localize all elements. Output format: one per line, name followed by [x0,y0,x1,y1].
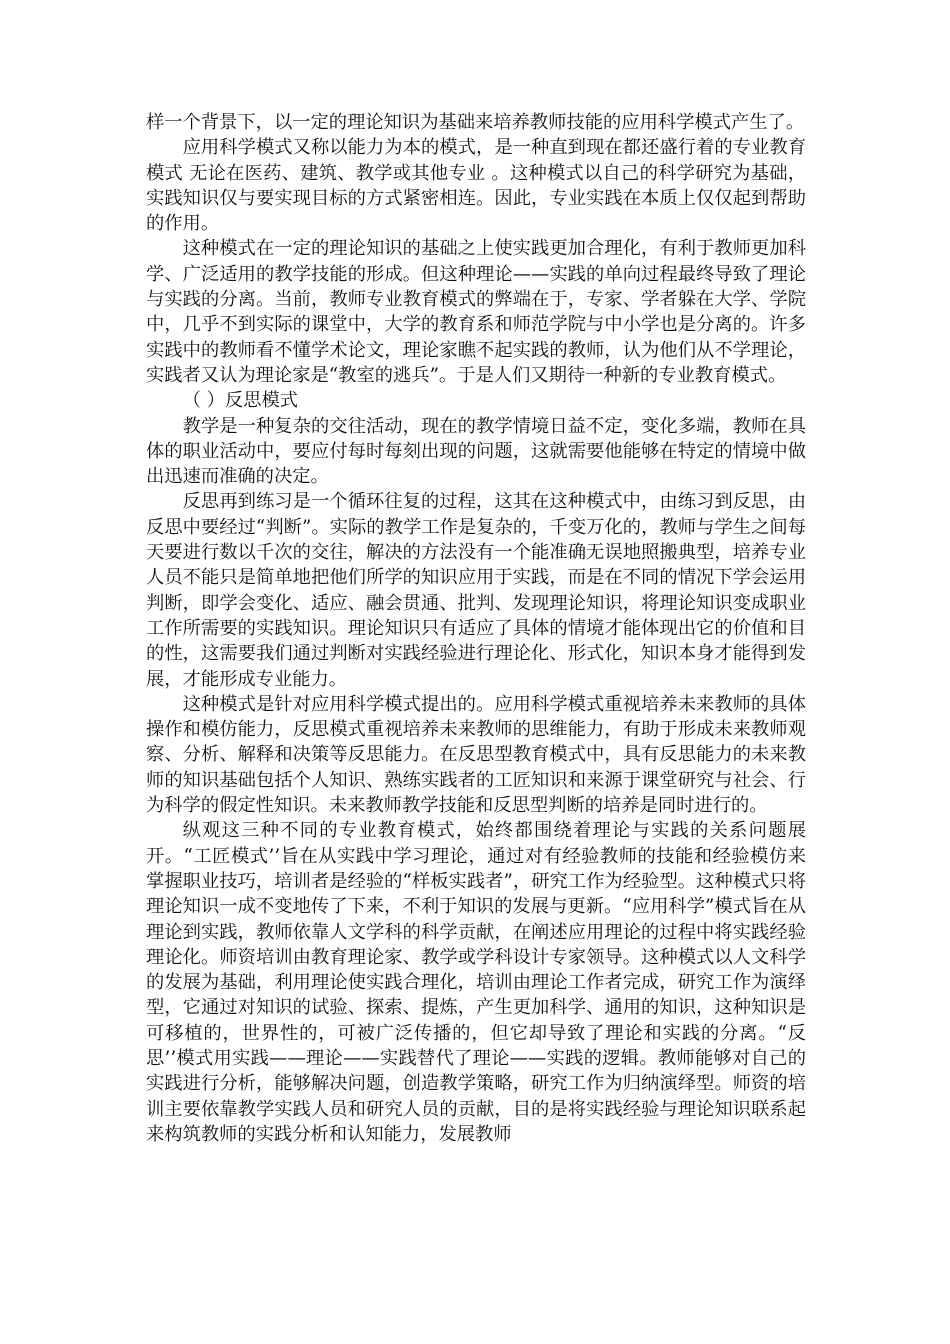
paragraph-three-models-overview: 纵观这三种不同的专业教育模式，始终都围绕着理论与实践的关系问题展开。“工匠模式’’旨在从实践中学习理论，通过对有经验教师的技能和经验模仿来掌握职业技巧，培训者是经验的“样板实践者”，研究工作为经验型。这种模式只将理论知识一成不变地传了下来，不利于知识的发展与更新。“应用科学”模式旨在从理论到实践，教师依靠人文学科的科学贡献，在阐述应用理论的过程中将实践经验理论化。师资培训由教育理论家、教学或学科设计专家领导。这种模式以人文科学的发展为基础，利用理论使实践合理化，培训由理论工作者完成，研究工作为演绎型，它通过对知识的试验、探索、提炼，产生更加科学、通用的知识，这种知识是可移植的，世界性的，可被广泛传播的，但它却导致了理论和实践的分离。“反思’’模式用实践——理论——实践替代了理论——实践的逻辑。教师能够对自己的实践进行分析，能够解决问题，创造教学策略，研究工作为归纳演绎型。师资的培训主要依靠教学实践人员和研究人员的贡献，目的是将实践经验与理论知识联系起来构筑教师的实践分析和认知能力，发展教师 [146,820,806,1145]
paragraph-theory-practice-separation: 这种模式在一定的理论知识的基础之上使实践更加合理化，有利于教师更加科学、广泛适用的教学技能的形成。但这种理论——实践的单向过程最终导致了理论与实践的分离。当前，教师专业教育模式的弊端在于，专家、学者躲在大学、学院中，几乎不到实际的课堂中，大学的教育系和师范学院与中小学也是分离的。许多实践中的教师看不懂学术论文，理论家瞧不起实践的教师，认为他们从不学理论，实践者又认为理论家是“教室的逃兵”。于是人们又期待一种新的专业教育模式。 [146,238,806,386]
paragraph-reflection-vs-applied: 这种模式是针对应用科学模式提出的。应用科学模式重视培养未来教师的具体操作和模仿能力，反思模式重视培养未来教师的思维能力，有助于形成未来教师观察、分析、解释和决策等反思能力。在反思型教育模式中，具有反思能力的未来教师的知识基础包括个人知识、熟练实践者的工匠知识和来源于课堂研究与社会、行为科学的假定性知识。未来教师教学技能和反思型判断的培养是同时进行的。 [146,693,806,817]
section-heading-reflection-model: （ ）反思模式 [182,390,299,412]
document-page [146,110,806,1147]
paragraph-reflection-cycle: 反思再到练习是一个循环往复的过程，这其在这种模式中，由练习到反思，由反思中要经过“判断”。实际的教学工作是复杂的，千变万化的，教师与学生之间每天要进行数以千次的交往，解决的方法没有一个能准确无误地照搬典型，培养专业人员不能只是简单地把他们所学的知识应用于实践，而是在不同的情况下学会运用判断，即学会变化、适应、融会贯通、批判、发现理论知识，将理论知识变成职业工作所需要的实践知识。理论知识只有适应了具体的情境才能体现出它的价值和目的性，这需要我们通过判断对实践经验进行理论化、形式化，知识本身才能得到发展，才能形成专业能力。 [146,491,806,690]
paragraph-teaching-complexity: 教学是一种复杂的交往活动，现在的教学情境日益不定，变化多端，教师在具体的职业活动中，要应付每时每刻出现的问题，这就需要他能够在特定的情境中做出迅速而准确的决定。 [146,415,806,488]
paragraph-applied-science-model: 应用科学模式又称以能力为本的模式，是一种直到现在都还盛行着的专业教育模式 无论在医药、建筑、教学或其他专业 。这种模式以自己的科学研究为基础，实践知识仅与要实现目标的方式紧密相连。因此，专业实践在本质上仅仅起到帮助的作用。 [146,137,806,235]
paragraph-continuation: 样一个背景下，以一定的理论知识为基础来培养教师技能的应用科学模式产生了。 [146,112,805,133]
